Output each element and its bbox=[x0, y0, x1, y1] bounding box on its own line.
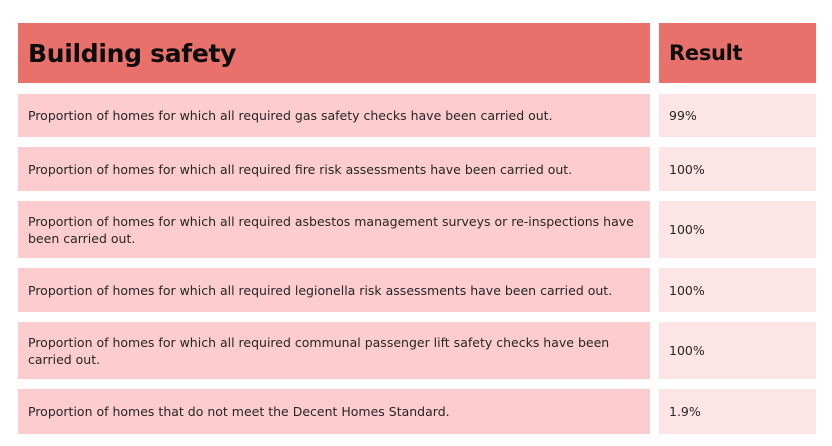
table-row-value: 100% bbox=[659, 147, 816, 191]
table-row-value: 100% bbox=[659, 322, 816, 379]
table-header-result bbox=[659, 23, 816, 83]
table-row-label: Proportion of homes for which all required asbestos management surveys or re-inspections have been carried out. bbox=[18, 201, 650, 258]
table-row-value: 1.9% bbox=[659, 389, 816, 434]
header-result-text: Result bbox=[669, 41, 743, 65]
table-row-label: Proportion of homes that do not meet the Decent Homes Standard. bbox=[18, 389, 650, 434]
table-row-label: Proportion of homes for which all required gas safety checks have been carried out. bbox=[18, 94, 650, 137]
table-row-label: Proportion of homes for which all required fire risk assessments have been carried out. bbox=[18, 147, 650, 191]
table-row-value: 99% bbox=[659, 94, 816, 137]
table-row-value: 100% bbox=[659, 201, 816, 258]
table-row-label: Proportion of homes for which all required legionella risk assessments have been carried out. bbox=[18, 268, 650, 312]
header-title-text: Building safety bbox=[28, 38, 237, 68]
table-header-title bbox=[18, 23, 650, 83]
table-row-label: Proportion of homes for which all required communal passenger lift safety checks have been carried out. bbox=[18, 322, 650, 379]
table-row-value: 100% bbox=[659, 268, 816, 312]
